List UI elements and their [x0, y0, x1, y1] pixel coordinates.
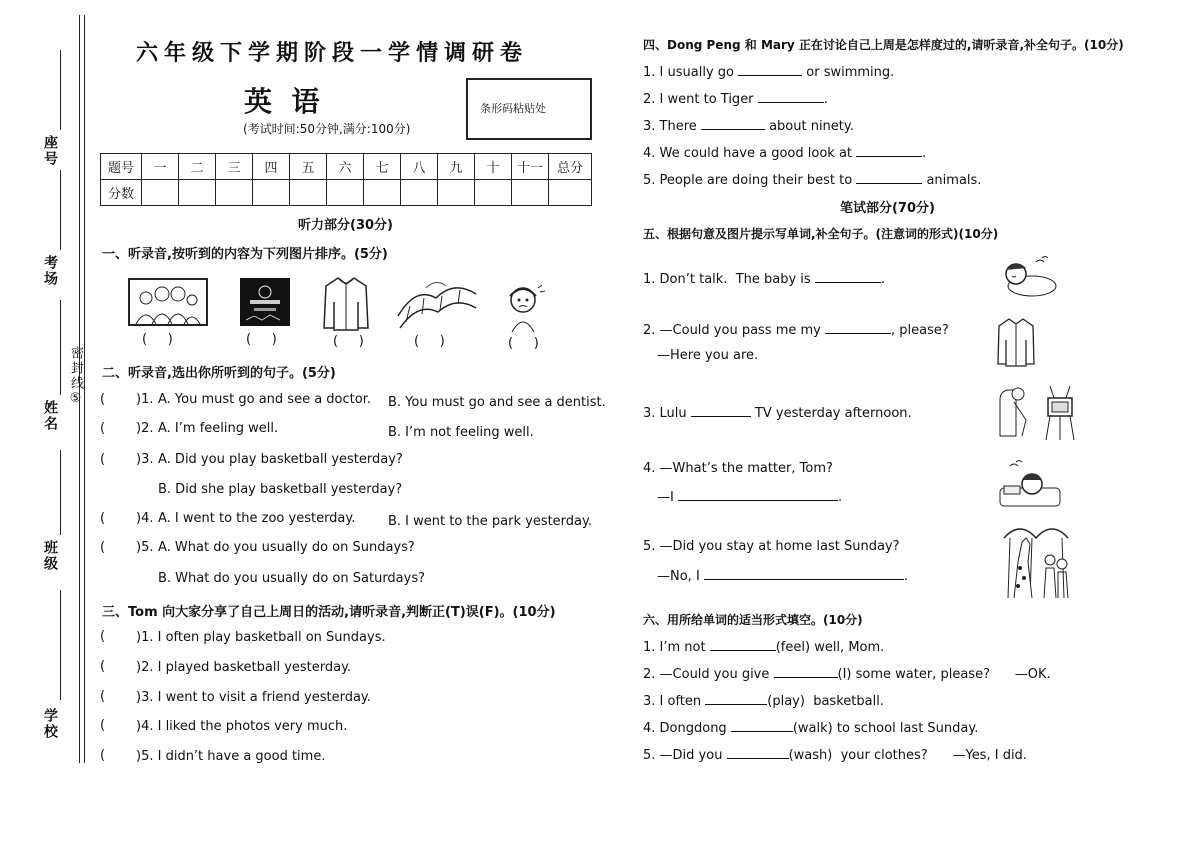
answer-blank[interactable] [705, 692, 767, 705]
sleeping-baby-image [996, 254, 1058, 298]
answer-blank[interactable] [691, 404, 751, 417]
q4-title: 四、Dong Peng 和 Mary 正在讨论自己上周是怎样度过的,请听录音,补全句子。(10分) [643, 38, 1124, 52]
q4-item-text: 4. We could have a good look at [643, 146, 853, 161]
q2-item-num: )1. [136, 392, 154, 407]
q5-item-text: . [837, 490, 843, 505]
q4-item-text: 2. I went to Tiger [643, 92, 754, 107]
q5-item-text: , please? [891, 323, 949, 338]
dark-book-image [240, 278, 290, 326]
sick-boy-image [996, 458, 1064, 510]
q1-title: 一、听录音,按听到的内容为下列图片排序。(5分) [102, 247, 388, 262]
answer-blank[interactable] [815, 270, 881, 283]
q2-item-option-a: A. I’m feeling well. [158, 421, 279, 436]
q4-item [643, 144, 926, 161]
q5-item-text: 1. Don’t talk. The baby is [643, 272, 811, 287]
q3-item: )2. I played basketball yesterday. [136, 660, 352, 675]
answer-paren[interactable]: ( [100, 452, 106, 467]
q2-item-option-b: B. Did she play basketball yesterday? [158, 482, 403, 497]
listening-heading: 听力部分(30分) [298, 218, 393, 233]
q5-item-response: —Here you are. [657, 348, 759, 363]
name-label: 姓名 [42, 400, 58, 432]
score-cell: 六 [327, 154, 364, 180]
score-table-score-row [101, 180, 592, 206]
q4-item-text: animals. [926, 173, 982, 188]
score-cell: 总分 [549, 154, 592, 180]
q2-item-num: )5. [136, 540, 154, 555]
answer-blank[interactable] [856, 171, 922, 184]
q5-title: 五、根据句意及图片提示写单词,补全句子。(注意词的形式)(10分) [643, 227, 999, 241]
writing-heading: 笔试部分(70分) [840, 201, 935, 216]
score-cell: 七 [364, 154, 401, 180]
score-input-cell[interactable] [142, 180, 179, 206]
answer-paren[interactable]: ( [100, 718, 106, 733]
class-underline[interactable] [60, 450, 61, 535]
barcode-area [466, 78, 592, 140]
q3-item: )4. I liked the photos very much. [136, 719, 348, 734]
q6-item [643, 692, 884, 709]
q2-item-num: )3. [136, 452, 154, 467]
q6-item [643, 638, 884, 655]
answer-paren[interactable]: ( [100, 392, 106, 407]
score-input-cell[interactable] [290, 180, 327, 206]
answer-blank[interactable] [738, 63, 802, 76]
q6-item-text: (walk) to school last Sunday. [792, 721, 979, 736]
score-input-cell[interactable] [401, 180, 438, 206]
score-input-cell[interactable] [216, 180, 253, 206]
q2-item-option-a: A. I went to the zoo yesterday. [158, 511, 356, 526]
q6-item [643, 746, 1027, 763]
q5-item-question: 5. —Did you stay at home last Sunday? [643, 539, 900, 554]
q2-item-option-a: A. Did you play basketball yesterday? [158, 452, 403, 467]
q4-item [643, 90, 828, 107]
score-cell: 二 [179, 154, 216, 180]
score-input-cell[interactable] [327, 180, 364, 206]
answer-blank[interactable] [701, 117, 765, 130]
q6-item-text: (play) basketball. [767, 694, 884, 709]
q6-title: 六、用所给单词的适当形式填空。(10分) [643, 613, 863, 627]
seat-underline[interactable] [60, 50, 61, 130]
q2-item-option-b: B. I went to the park yesterday. [388, 514, 592, 529]
q1-answer-paren-5[interactable]: ( ) [508, 336, 539, 351]
q5-item-text: . [903, 569, 909, 584]
q1-answer-paren-3[interactable]: ( ) [333, 334, 364, 349]
q2-item-option-b: B. I’m not feeling well. [388, 425, 534, 440]
q1-answer-paren-2[interactable]: ( ) [246, 332, 277, 347]
q4-item-text: 5. People are doing their best to [643, 173, 853, 188]
name-underline[interactable] [60, 300, 61, 395]
q6-item-text: (feel) well, Mom. [775, 640, 885, 655]
score-cell: 五 [290, 154, 327, 180]
answer-paren[interactable]: ( [100, 689, 106, 704]
seat-label: 座号 [42, 135, 58, 167]
zoo-giraffe-image [996, 518, 1082, 600]
score-table [100, 153, 592, 206]
q1-answer-paren-1[interactable]: ( ) [142, 332, 173, 347]
q2-item-option-a: A. You must go and see a doctor. [158, 392, 371, 407]
q4-item-text: . [922, 146, 927, 161]
q5-item-text: —No, I [657, 569, 700, 584]
score-cell: 八 [401, 154, 438, 180]
answer-blank[interactable] [704, 567, 904, 580]
q4-item-text: 1. I usually go [643, 65, 734, 80]
score-table-header-row [101, 154, 592, 180]
q5-item-text: TV yesterday afternoon. [754, 406, 912, 421]
q4-item-text: 3. There [643, 119, 697, 134]
answer-blank[interactable] [731, 719, 793, 732]
q2-item-option-a: A. What do you usually do on Sundays? [158, 540, 415, 555]
answer-paren[interactable]: ( [100, 540, 106, 555]
q6-item-text: 4. Dongdong [643, 721, 727, 736]
q6-item-text: 5. —Did you [643, 748, 723, 763]
q4-item-text: about ninety. [769, 119, 854, 134]
q3-item: )5. I didn’t have a good time. [136, 749, 326, 764]
q6-item [643, 719, 978, 736]
q5-item [643, 270, 885, 287]
score-cell: 四 [253, 154, 290, 180]
q6-item-text: 2. —Could you give [643, 667, 770, 682]
score-input-cell[interactable] [253, 180, 290, 206]
score-cell: 一 [142, 154, 179, 180]
exam-info: (考试时间:50分钟,满分:100分) [243, 122, 411, 136]
score-cell: 九 [438, 154, 475, 180]
answer-paren[interactable]: ( [100, 659, 106, 674]
exam-room-label: 考场 [42, 255, 58, 287]
score-input-cell[interactable] [512, 180, 549, 206]
q6-item-text: 3. I often [643, 694, 702, 709]
q2-item-option-b: B. What do you usually do on Saturdays? [158, 571, 426, 586]
q2-item-num: )4. [136, 511, 154, 526]
q6-item-text: (wash) your clothes? —Yes, I did. [788, 748, 1027, 763]
answer-paren[interactable]: ( [100, 629, 106, 644]
q2-item-num: )2. [136, 421, 154, 436]
q6-item [643, 665, 1051, 682]
answer-blank[interactable] [678, 488, 838, 501]
score-input-cell[interactable] [364, 180, 401, 206]
watching-tv-image [996, 380, 1080, 442]
school-label: 学校 [42, 708, 58, 740]
score-cell: 三 [216, 154, 253, 180]
exam-room-underline[interactable] [60, 170, 61, 250]
q3-title: 三、Tom 向大家分享了自己上周日的活动,请听录音,判断正(T)误(F)。(10分) [102, 605, 556, 620]
score-row-label: 分数 [101, 180, 142, 206]
q5-item-text: . [880, 272, 885, 287]
q5-item-text: 3. Lulu [643, 406, 687, 421]
q2-item-option-b: B. You must go and see a dentist. [388, 395, 606, 410]
q4-item-text: . [823, 92, 828, 107]
q5-item [643, 321, 949, 338]
school-underline[interactable] [60, 590, 61, 700]
q6-item-text: 1. I’m not [643, 640, 706, 655]
subject-title: 英 语 [244, 85, 320, 118]
q4-item [643, 63, 894, 80]
q5-item-text: —I [657, 490, 674, 505]
jacket-image [322, 274, 370, 332]
answer-paren[interactable]: ( [100, 748, 106, 763]
q3-item: )1. I often play basketball on Sundays. [136, 630, 386, 645]
q2-title: 二、听录音,选出你所听到的句子。(5分) [102, 366, 336, 381]
score-cell: 十 [475, 154, 512, 180]
jacket-image [996, 316, 1036, 368]
score-input-cell[interactable] [438, 180, 475, 206]
q5-item-text: 2. —Could you pass me my [643, 323, 821, 338]
q6-item-text: (I) some water, please? —OK. [837, 667, 1051, 682]
q1-answer-paren-4[interactable]: ( ) [414, 334, 445, 349]
q5-item [657, 488, 842, 505]
q5-item [643, 404, 912, 421]
answer-paren[interactable]: ( [100, 421, 106, 436]
sad-girl-image [500, 282, 546, 334]
class-label: 班级 [42, 540, 58, 572]
score-cell: 十一 [512, 154, 549, 180]
answer-blank[interactable] [758, 90, 824, 103]
q4-item [643, 117, 854, 134]
barcode-label: 条形码粘贴处 [480, 102, 546, 115]
score-input-cell[interactable] [475, 180, 512, 206]
answer-paren[interactable]: ( [100, 511, 106, 526]
score-input-cell[interactable] [549, 180, 592, 206]
answer-blank[interactable] [825, 321, 891, 334]
q4-item [643, 171, 981, 188]
answer-blank[interactable] [727, 746, 789, 759]
score-cell: 题号 [101, 154, 142, 180]
score-input-cell[interactable] [179, 180, 216, 206]
great-wall-image [396, 276, 478, 332]
q3-item: )3. I went to visit a friend yesterday. [136, 690, 371, 705]
q4-item-text: or swimming. [806, 65, 895, 80]
answer-blank[interactable] [774, 665, 838, 678]
answer-blank[interactable] [710, 638, 776, 651]
answer-blank[interactable] [856, 144, 922, 157]
family-photo-image [128, 278, 208, 326]
seal-line-label: 密封线⑤ [68, 346, 83, 408]
q5-item-question: 4. —What’s the matter, Tom? [643, 461, 833, 476]
q5-item [657, 567, 908, 584]
exam-title: 六年级下学期阶段一学情调研卷 [136, 40, 529, 66]
